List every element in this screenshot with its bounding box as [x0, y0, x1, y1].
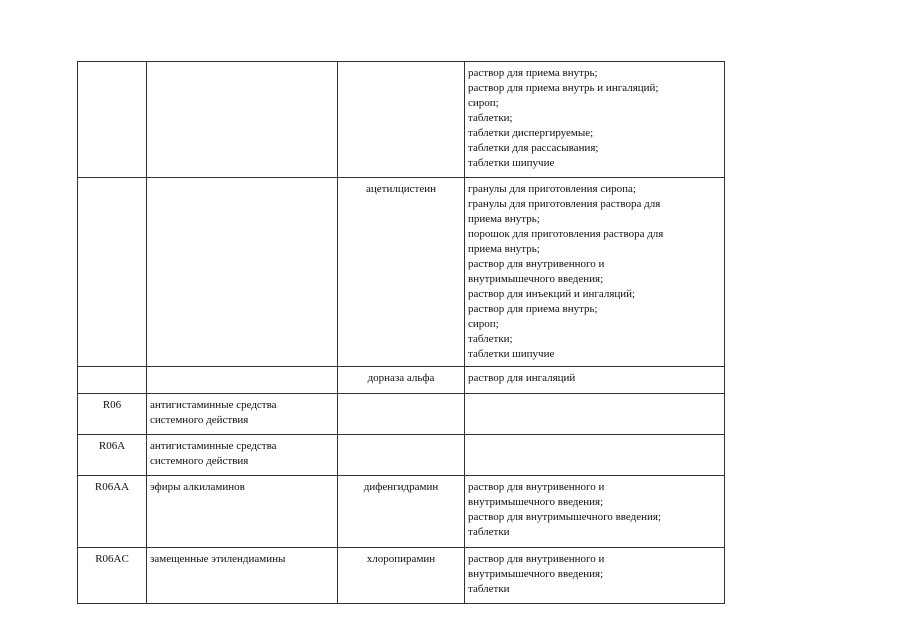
dosage-forms-cell: [465, 476, 725, 548]
dosage-form-line: раствор для приема внутрь;: [468, 303, 598, 315]
group-name-line: антигистаминные средства: [150, 440, 277, 452]
group-name-line: замещенные этилендиамины: [150, 553, 286, 565]
group-name-line: антигистаминные средства: [150, 399, 277, 411]
dosage-forms-cell: [465, 394, 725, 435]
dosage-form-line: таблетки: [468, 526, 510, 538]
atc-code-cell: [78, 367, 147, 394]
dosage-forms-cell: [465, 178, 725, 367]
dosage-form-line: порошок для приготовления раствора для: [468, 228, 664, 240]
group-name-cell: [147, 476, 338, 548]
drug-classification-table: [77, 61, 725, 604]
atc-code: R06AC: [95, 553, 129, 565]
table-row: [78, 435, 725, 476]
dosage-form-line: таблетки;: [468, 112, 513, 124]
dosage-form-line: гранулы для приготовления сиропа;: [468, 183, 636, 195]
dosage-form-line: раствор для приема внутрь и ингаляций;: [468, 82, 659, 94]
group-name-cell: [147, 62, 338, 178]
table-row: [78, 178, 725, 367]
dosage-form-line: раствор для внутривенного и: [468, 481, 605, 493]
dosage-form-line: приема внутрь;: [468, 213, 540, 225]
atc-code-cell: [78, 435, 147, 476]
dosage-form-line: таблетки для рассасывания;: [468, 142, 599, 154]
dosage-form-line: раствор для внутримышечного введения;: [468, 511, 662, 523]
dosage-form-line: раствор для инъекций и ингаляций;: [468, 288, 636, 300]
group-name-line: системного действия: [150, 414, 249, 426]
drug-name: дорназа альфа: [367, 372, 435, 384]
drug-name-cell: [338, 394, 465, 435]
drug-name: дифенгидрамин: [363, 481, 439, 493]
dosage-form-line: таблетки шипучие: [468, 348, 555, 360]
dosage-form-line: таблетки;: [468, 333, 513, 345]
atc-code-cell: [78, 394, 147, 435]
atc-code-cell: [78, 548, 147, 604]
group-name-cell: [147, 435, 338, 476]
dosage-form-line: внутримышечного введения;: [468, 273, 604, 285]
dosage-forms-cell: [465, 367, 725, 394]
atc-code: R06: [102, 399, 122, 411]
drug-name-cell: [338, 476, 465, 548]
drug-name-cell: [338, 62, 465, 178]
group-name-line: эфиры алкиламинов: [150, 481, 245, 493]
atc-code: R06A: [98, 440, 126, 452]
dosage-form-line: раствор для ингаляций: [468, 372, 576, 384]
dosage-forms-cell: [465, 548, 725, 604]
table-row: [78, 367, 725, 394]
group-name-cell: [147, 394, 338, 435]
dosage-form-line: приема внутрь;: [468, 243, 540, 255]
atc-code-cell: [78, 62, 147, 178]
drug-name-cell: [338, 435, 465, 476]
group-name-cell: [147, 178, 338, 367]
drug-name: ацетилцистеин: [366, 183, 436, 195]
drug-name-cell: [338, 548, 465, 604]
dosage-form-line: таблетки шипучие: [468, 157, 555, 169]
table-row: [78, 476, 725, 548]
group-name-cell: [147, 548, 338, 604]
dosage-form-line: раствор для внутривенного и: [468, 553, 605, 565]
atc-code-cell: [78, 476, 147, 548]
dosage-forms-cell: [465, 435, 725, 476]
atc-code: R06AA: [94, 481, 130, 493]
dosage-form-line: внутримышечного введения;: [468, 496, 604, 508]
group-name-line: системного действия: [150, 455, 249, 467]
table-row: [78, 62, 725, 178]
dosage-forms-cell: [465, 62, 725, 178]
dosage-form-line: раствор для приема внутрь;: [468, 67, 598, 79]
dosage-form-line: гранулы для приготовления раствора для: [468, 198, 661, 210]
drug-name-cell: [338, 367, 465, 394]
dosage-form-line: сироп;: [468, 97, 499, 109]
dosage-form-line: таблетки диспергируемые;: [468, 127, 594, 139]
drug-name: хлоропирамин: [366, 553, 436, 565]
dosage-form-line: внутримышечного введения;: [468, 568, 604, 580]
drug-name-cell: [338, 178, 465, 367]
dosage-form-line: раствор для внутривенного и: [468, 258, 605, 270]
table-row: [78, 548, 725, 604]
dosage-form-line: таблетки: [468, 583, 510, 595]
group-name-cell: [147, 367, 338, 394]
table-row: [78, 394, 725, 435]
atc-code-cell: [78, 178, 147, 367]
dosage-form-line: сироп;: [468, 318, 499, 330]
